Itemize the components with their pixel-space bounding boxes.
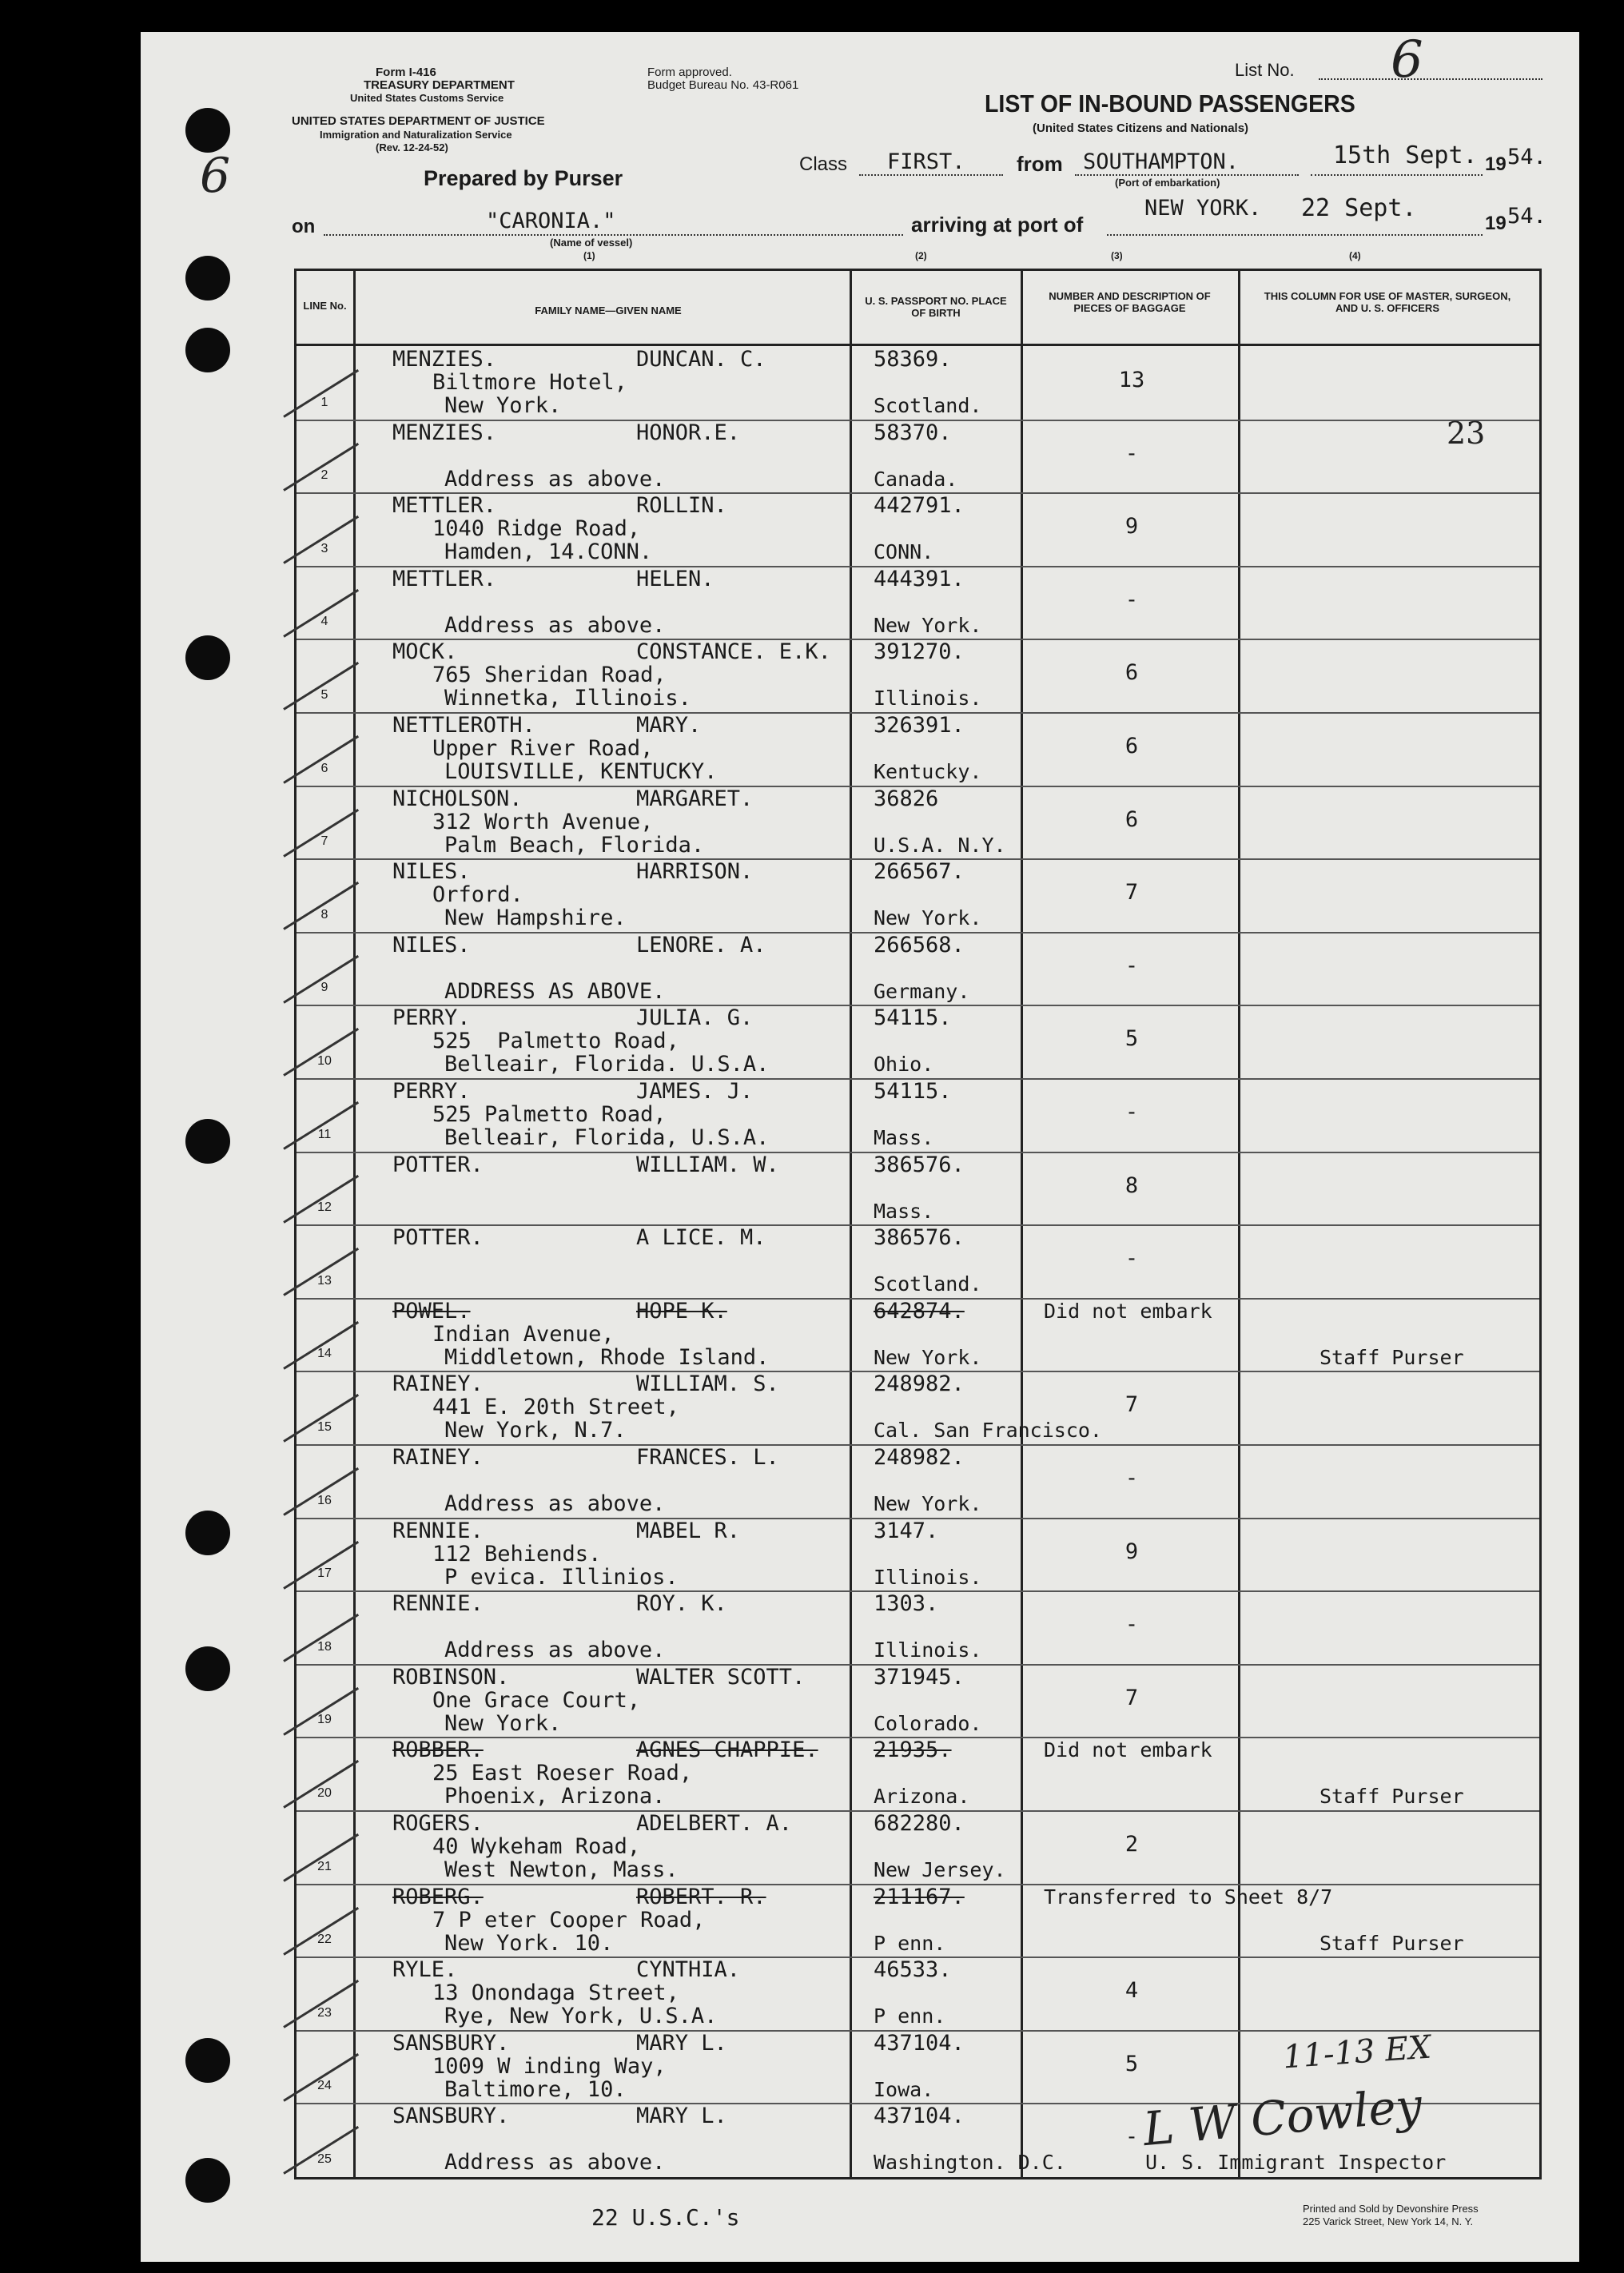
baggage-note: Transferred to Sheet 8/7 bbox=[1044, 1885, 1333, 1909]
address-line-1: 7 P eter Cooper Road, bbox=[432, 1907, 706, 1933]
binder-hole bbox=[185, 256, 230, 301]
form-approved: Form approved. bbox=[647, 66, 732, 79]
place-of-birth: Illinois. bbox=[874, 1638, 982, 1662]
given-name: A LICE. M. bbox=[636, 1225, 766, 1251]
family-name: MOCK. bbox=[392, 639, 458, 665]
list-no-label: List No. bbox=[1235, 60, 1295, 80]
col-num-2: (2) bbox=[915, 250, 927, 261]
place-of-birth: New York. bbox=[874, 613, 982, 637]
baggage-count: 13 bbox=[1118, 368, 1145, 392]
passenger-table bbox=[294, 269, 1542, 2179]
line-number: 12 bbox=[317, 1200, 332, 1215]
place-of-birth: P enn. bbox=[874, 2004, 946, 2028]
list-no-value: 6 bbox=[1391, 30, 1423, 90]
on-label: on bbox=[292, 216, 316, 237]
address-line-2: Winnetka, Illinois. bbox=[444, 686, 691, 711]
family-name: PERRY. bbox=[392, 1005, 471, 1031]
binder-hole bbox=[185, 1511, 230, 1555]
col-header-passport: U. S. PASSPORT NO. PLACE OF BIRTH bbox=[865, 295, 1007, 319]
col-header-line-no: LINE No. bbox=[303, 300, 347, 312]
list-subtitle: (United States Citizens and Nationals) bbox=[1033, 121, 1249, 135]
passport-number: 54115. bbox=[874, 1005, 952, 1031]
passport-number: 371945. bbox=[874, 1664, 965, 1690]
given-name: HARRISON. bbox=[636, 859, 754, 885]
place-of-birth: CONN. bbox=[874, 540, 934, 564]
line-number: 8 bbox=[320, 907, 328, 922]
baggage-count: - bbox=[1124, 2124, 1139, 2150]
family-name: RENNIE. bbox=[392, 1518, 484, 1543]
given-name: WILLIAM. S. bbox=[636, 1371, 779, 1397]
address-line-1: 765 Sheridan Road, bbox=[432, 663, 667, 688]
given-name: JAMES. J. bbox=[636, 1079, 754, 1104]
baggage-count: - bbox=[1124, 1466, 1139, 1491]
customs-service: United States Customs Service bbox=[350, 92, 504, 104]
address-line-1: 40 Wykeham Road, bbox=[432, 1834, 641, 1859]
baggage-count: 7 bbox=[1124, 880, 1139, 906]
printer-line-2: 225 Varick Street, New York 14, N. Y. bbox=[1303, 2215, 1474, 2227]
address-line-2: Middletown, Rhode Island. bbox=[444, 1344, 770, 1370]
binder-hole bbox=[185, 635, 230, 680]
place-of-birth: New York. bbox=[874, 1345, 982, 1369]
place-of-birth: Kentucky. bbox=[874, 760, 982, 783]
prepared-by: Prepared by Purser bbox=[424, 166, 623, 190]
family-name: ROGERS. bbox=[392, 1811, 484, 1836]
place-of-birth: New Jersey. bbox=[874, 1858, 1006, 1881]
col-header-officers: THIS COLUMN FOR USE OF MASTER, SURGEON, AND U. S. OFFICERS bbox=[1264, 290, 1511, 314]
line-number: 10 bbox=[317, 1054, 332, 1068]
address-line-2: Palm Beach, Florida. bbox=[444, 832, 705, 858]
given-name: MARY. bbox=[636, 713, 702, 738]
officer-note: 23 bbox=[1447, 416, 1486, 451]
list-no-line bbox=[1319, 78, 1542, 80]
family-name: METTLER. bbox=[392, 566, 497, 591]
passport-number: 58369. bbox=[874, 347, 952, 372]
ins-service: Immigration and Naturalization Service bbox=[320, 129, 512, 141]
given-name: CONSTANCE. E.K. bbox=[636, 639, 831, 665]
address-line-2: Belleair, Florida. U.S.A. bbox=[444, 1052, 770, 1077]
baggage-count: - bbox=[1124, 440, 1139, 466]
baggage-count: 7 bbox=[1124, 1392, 1139, 1418]
passport-number: 36826 bbox=[874, 786, 939, 811]
baggage-note: Did not embark bbox=[1044, 1299, 1212, 1323]
class-line bbox=[859, 174, 1003, 176]
place-of-birth: Illinois. bbox=[874, 687, 982, 711]
baggage-count: 9 bbox=[1124, 1539, 1139, 1564]
line-number: 4 bbox=[320, 615, 328, 629]
family-name: NETTLEROTH. bbox=[392, 713, 535, 738]
passport-number: 266567. bbox=[874, 859, 965, 885]
given-name: MABEL R. bbox=[636, 1518, 741, 1543]
place-of-birth: New York. bbox=[874, 1492, 982, 1515]
address-line-1: 1009 W inding Way, bbox=[432, 2053, 667, 2079]
line-number: 17 bbox=[317, 1566, 332, 1581]
line-number: 25 bbox=[317, 2152, 332, 2166]
vessel-name: "CARONIA." bbox=[486, 209, 616, 233]
line-number: 5 bbox=[320, 688, 328, 702]
revision: (Rev. 12-24-52) bbox=[376, 141, 448, 153]
address-line-1: 312 Worth Avenue, bbox=[432, 809, 654, 834]
family-name: MENZIES. bbox=[392, 420, 497, 445]
given-name: ROLLIN. bbox=[636, 493, 727, 519]
address-line-1: Biltmore Hotel, bbox=[432, 370, 627, 395]
line-number: 13 bbox=[317, 1273, 332, 1288]
passport-number: 391270. bbox=[874, 639, 965, 665]
port-caption: (Port of embarkation) bbox=[1115, 177, 1220, 189]
passport-number: 642874. bbox=[874, 1298, 965, 1324]
passport-number: 682280. bbox=[874, 1811, 965, 1836]
given-name: AGNES CHAPPIE. bbox=[636, 1738, 818, 1763]
address-line-2: New York. bbox=[444, 1710, 562, 1736]
col-header-baggage: NUMBER AND DESCRIPTION OF PIECES OF BAGGAGE bbox=[1049, 290, 1211, 314]
baggage-count: 7 bbox=[1124, 1685, 1139, 1710]
date-note: 11-13 EX bbox=[1281, 2028, 1433, 2076]
printer-line-1: Printed and Sold by Devonshire Press bbox=[1303, 2203, 1479, 2215]
col-num-3: (3) bbox=[1111, 250, 1123, 261]
address-line-1: 13 Onondaga Street, bbox=[432, 1980, 679, 2006]
col-num-4: (4) bbox=[1349, 250, 1361, 261]
binder-hole bbox=[185, 108, 230, 153]
line-number: 21 bbox=[317, 1859, 332, 1873]
staff-note: U. S. Immigrant Inspector bbox=[1145, 2151, 1447, 2175]
address-line-2: New Hampshire. bbox=[444, 906, 627, 931]
address-line-2: Belleair, Florida, U.S.A. bbox=[444, 1125, 770, 1150]
address-line-2: Address as above. bbox=[444, 466, 666, 492]
header-divider bbox=[297, 344, 1539, 346]
baggage-count: 5 bbox=[1124, 2051, 1139, 2076]
family-name: POTTER. bbox=[392, 1152, 484, 1177]
given-name: DUNCAN. C. bbox=[636, 347, 766, 372]
family-name: NILES. bbox=[392, 932, 471, 957]
family-name: NILES. bbox=[392, 859, 471, 885]
address-line-2: Baltimore, 10. bbox=[444, 2076, 627, 2102]
place-of-birth: Ohio. bbox=[874, 1053, 934, 1077]
total-passengers: 22 U.S.C.'s bbox=[591, 2204, 740, 2231]
year-prefix-2: 19 bbox=[1485, 213, 1507, 234]
given-name: LENORE. A. bbox=[636, 932, 766, 957]
baggage-count: 6 bbox=[1124, 660, 1139, 686]
family-name: RAINEY. bbox=[392, 1445, 484, 1470]
budget-bureau: Budget Bureau No. 43-R061 bbox=[647, 78, 799, 92]
family-name: SANSBURY. bbox=[392, 2104, 510, 2129]
line-number: 6 bbox=[320, 761, 328, 775]
family-name: PERRY. bbox=[392, 1079, 471, 1104]
passport-number: 437104. bbox=[874, 2104, 965, 2129]
address-line-1: Indian Avenue, bbox=[432, 1321, 615, 1347]
line-number: 3 bbox=[320, 541, 328, 555]
family-name: METTLER. bbox=[392, 493, 497, 519]
baggage-count: 4 bbox=[1124, 1978, 1139, 2004]
address-line-2: Hamden, 14.CONN. bbox=[444, 539, 653, 565]
passport-number: 46533. bbox=[874, 1957, 952, 1983]
address-line-1: 441 E. 20th Street, bbox=[432, 1395, 679, 1420]
passport-number: 326391. bbox=[874, 713, 965, 738]
place-of-birth: New York. bbox=[874, 906, 982, 930]
passport-number: 58370. bbox=[874, 420, 952, 445]
class-value: FIRST. bbox=[887, 149, 965, 174]
line-number: 19 bbox=[317, 1713, 332, 1727]
arrival-date: 22 Sept. bbox=[1301, 194, 1417, 222]
given-name: CYNTHIA. bbox=[636, 1957, 741, 1983]
passport-number: 248982. bbox=[874, 1445, 965, 1470]
binder-hole bbox=[185, 2038, 230, 2083]
address-line-2: Phoenix, Arizona. bbox=[444, 1784, 666, 1809]
address-line-2: New York. 10. bbox=[444, 1930, 614, 1956]
year-suffix-2: 54. bbox=[1507, 204, 1546, 229]
family-name: NICHOLSON. bbox=[392, 786, 523, 811]
family-name: POWEL. bbox=[392, 1298, 471, 1324]
baggage-count: 9 bbox=[1124, 514, 1139, 539]
line-number: 22 bbox=[317, 1933, 332, 1947]
baggage-count: 8 bbox=[1124, 1172, 1139, 1198]
embark-port: SOUTHAMPTON. bbox=[1083, 149, 1240, 174]
year-suffix-1: 54. bbox=[1507, 145, 1546, 169]
justice-dept: UNITED STATES DEPARTMENT OF JUSTICE bbox=[292, 114, 545, 128]
baggage-count: 6 bbox=[1124, 806, 1139, 832]
given-name: JULIA. G. bbox=[636, 1005, 754, 1031]
given-name: HELEN. bbox=[636, 566, 714, 591]
passport-number: 386576. bbox=[874, 1225, 965, 1251]
address-line-2: ADDRESS AS ABOVE. bbox=[444, 978, 666, 1004]
family-name: MENZIES. bbox=[392, 347, 497, 372]
baggage-note: Did not embark bbox=[1044, 1738, 1212, 1762]
vessel-caption: (Name of vessel) bbox=[550, 237, 633, 249]
family-name: SANSBURY. bbox=[392, 2030, 510, 2056]
treasury-dept: TREASURY DEPARTMENT bbox=[364, 78, 515, 92]
staff-note: Staff Purser bbox=[1320, 1785, 1464, 1809]
address-line-1: 25 East Roeser Road, bbox=[432, 1761, 693, 1786]
line-number: 15 bbox=[317, 1420, 332, 1434]
place-of-birth: Colorado. bbox=[874, 1711, 982, 1735]
given-name: MARY L. bbox=[636, 2104, 727, 2129]
given-name: WILLIAM. W. bbox=[636, 1152, 779, 1177]
baggage-count: - bbox=[1124, 587, 1139, 612]
place-of-birth: Mass. bbox=[874, 1199, 934, 1223]
passport-number: 437104. bbox=[874, 2030, 965, 2056]
place-of-birth: Arizona. bbox=[874, 1785, 970, 1809]
binder-hole bbox=[185, 2158, 230, 2203]
family-name: ROBBER. bbox=[392, 1738, 484, 1763]
family-name: RAINEY. bbox=[392, 1371, 484, 1397]
place-of-birth: Canada. bbox=[874, 467, 958, 491]
family-name: RYLE. bbox=[392, 1957, 458, 1983]
address-line-1: Upper River Road, bbox=[432, 736, 654, 761]
line-number: 14 bbox=[317, 1347, 332, 1361]
given-name: ROY. K. bbox=[636, 1591, 727, 1617]
address-line-2: Address as above. bbox=[444, 1638, 666, 1663]
line-number: 23 bbox=[317, 2005, 332, 2020]
line-number: 7 bbox=[320, 834, 328, 849]
list-title: LIST OF IN-BOUND PASSENGERS bbox=[985, 90, 1355, 117]
address-line-1: 1040 Ridge Road, bbox=[432, 516, 641, 542]
given-name: ROBERT. R. bbox=[636, 1884, 766, 1909]
family-name: RENNIE. bbox=[392, 1591, 484, 1617]
address-line-2: New York, N.7. bbox=[444, 1418, 627, 1443]
baggage-count: - bbox=[1124, 1100, 1139, 1125]
address-line-1: Orford. bbox=[432, 882, 523, 908]
address-line-1: 525 Palmetto Road, bbox=[432, 1029, 679, 1054]
form-number: Form I-416 bbox=[376, 66, 436, 79]
address-line-1: 112 Behiends. bbox=[432, 1541, 602, 1566]
year-prefix-1: 19 bbox=[1485, 153, 1507, 175]
baggage-count: - bbox=[1124, 1612, 1139, 1638]
place-of-birth: Germany. bbox=[874, 979, 970, 1003]
place-of-birth: Illinois. bbox=[874, 1565, 982, 1589]
family-name: ROBINSON. bbox=[392, 1664, 510, 1690]
passport-number: 54115. bbox=[874, 1079, 952, 1104]
line-number: 16 bbox=[317, 1493, 332, 1507]
passport-number: 21935. bbox=[874, 1738, 952, 1763]
line-number: 24 bbox=[317, 2079, 332, 2093]
baggage-count: 6 bbox=[1124, 734, 1139, 758]
baggage-count: 2 bbox=[1124, 1832, 1139, 1857]
place-of-birth: Scotland. bbox=[874, 1272, 982, 1296]
address-line-2: Address as above. bbox=[444, 2150, 666, 2175]
binder-hole bbox=[185, 328, 230, 372]
address-line-2: Rye, New York, U.S.A. bbox=[444, 2004, 718, 2029]
arrival-line bbox=[1107, 234, 1483, 236]
passport-number: 248982. bbox=[874, 1371, 965, 1397]
binder-hole bbox=[185, 1646, 230, 1691]
baggage-count: 5 bbox=[1124, 1026, 1139, 1052]
address-line-2: Address as above. bbox=[444, 1491, 666, 1516]
place-of-birth: P enn. bbox=[874, 1931, 946, 1955]
given-name: MARY L. bbox=[636, 2030, 727, 2056]
arrival-port: NEW YORK. bbox=[1144, 196, 1262, 221]
col-num-1: (1) bbox=[583, 250, 595, 261]
embark-date: 15th Sept. bbox=[1333, 141, 1478, 169]
given-name: WALTER SCOTT. bbox=[636, 1664, 806, 1690]
passport-number: 211167. bbox=[874, 1884, 965, 1909]
class-label: Class bbox=[799, 153, 848, 175]
place-of-birth: Washington. D.C. bbox=[874, 2151, 1066, 2175]
address-line-1: 525 Palmetto Road, bbox=[432, 1102, 667, 1127]
given-name: ADELBERT. A. bbox=[636, 1811, 793, 1836]
line-number: 9 bbox=[320, 981, 328, 995]
binder-hole bbox=[185, 1119, 230, 1164]
place-of-birth: U.S.A. N.Y. bbox=[874, 833, 1006, 857]
place-of-birth: Iowa. bbox=[874, 2077, 934, 2101]
line-number: 20 bbox=[317, 1786, 332, 1800]
passport-number: 386576. bbox=[874, 1152, 965, 1177]
baggage-count: - bbox=[1124, 953, 1139, 978]
given-name: FRANCES. L. bbox=[636, 1445, 779, 1470]
given-name: HOPE K. bbox=[636, 1298, 727, 1324]
line-number: 18 bbox=[317, 1639, 332, 1654]
embark-date-line bbox=[1311, 174, 1483, 176]
arriving-label: arriving at port of bbox=[911, 213, 1084, 237]
address-line-1: One Grace Court, bbox=[432, 1687, 641, 1713]
place-of-birth: Mass. bbox=[874, 1126, 934, 1149]
address-line-2: LOUISVILLE, KENTUCKY. bbox=[444, 759, 718, 784]
line-number: 2 bbox=[320, 468, 328, 483]
baggage-count: - bbox=[1124, 1246, 1139, 1272]
line-number: 11 bbox=[317, 1127, 332, 1141]
passport-number: 444391. bbox=[874, 566, 965, 591]
staff-note: Staff Purser bbox=[1320, 1931, 1464, 1955]
address-line-2: New York. bbox=[444, 393, 562, 418]
inspector-signature: L W Cowley bbox=[1140, 2077, 1424, 2157]
staff-note: Staff Purser bbox=[1320, 1345, 1464, 1369]
from-label: from bbox=[1017, 152, 1063, 176]
line-number: 1 bbox=[320, 395, 328, 409]
family-name: ROBERG. bbox=[392, 1884, 484, 1909]
passport-number: 1303. bbox=[874, 1591, 939, 1617]
place-of-birth: Scotland. bbox=[874, 394, 982, 417]
col-header-name: FAMILY NAME—GIVEN NAME bbox=[535, 305, 682, 316]
place-of-birth: Cal. San Francisco. bbox=[874, 1419, 1102, 1443]
address-line-2: P evica. Illinios. bbox=[444, 1564, 679, 1590]
given-name: MARGARET. bbox=[636, 786, 754, 811]
family-name: POTTER. bbox=[392, 1225, 484, 1251]
margin-number: 6 bbox=[200, 148, 231, 204]
passport-number: 266568. bbox=[874, 932, 965, 957]
address-line-2: Address as above. bbox=[444, 612, 666, 638]
passport-number: 3147. bbox=[874, 1518, 939, 1543]
passport-number: 442791. bbox=[874, 493, 965, 519]
given-name: HONOR.E. bbox=[636, 420, 741, 445]
address-line-2: West Newton, Mass. bbox=[444, 1857, 679, 1882]
